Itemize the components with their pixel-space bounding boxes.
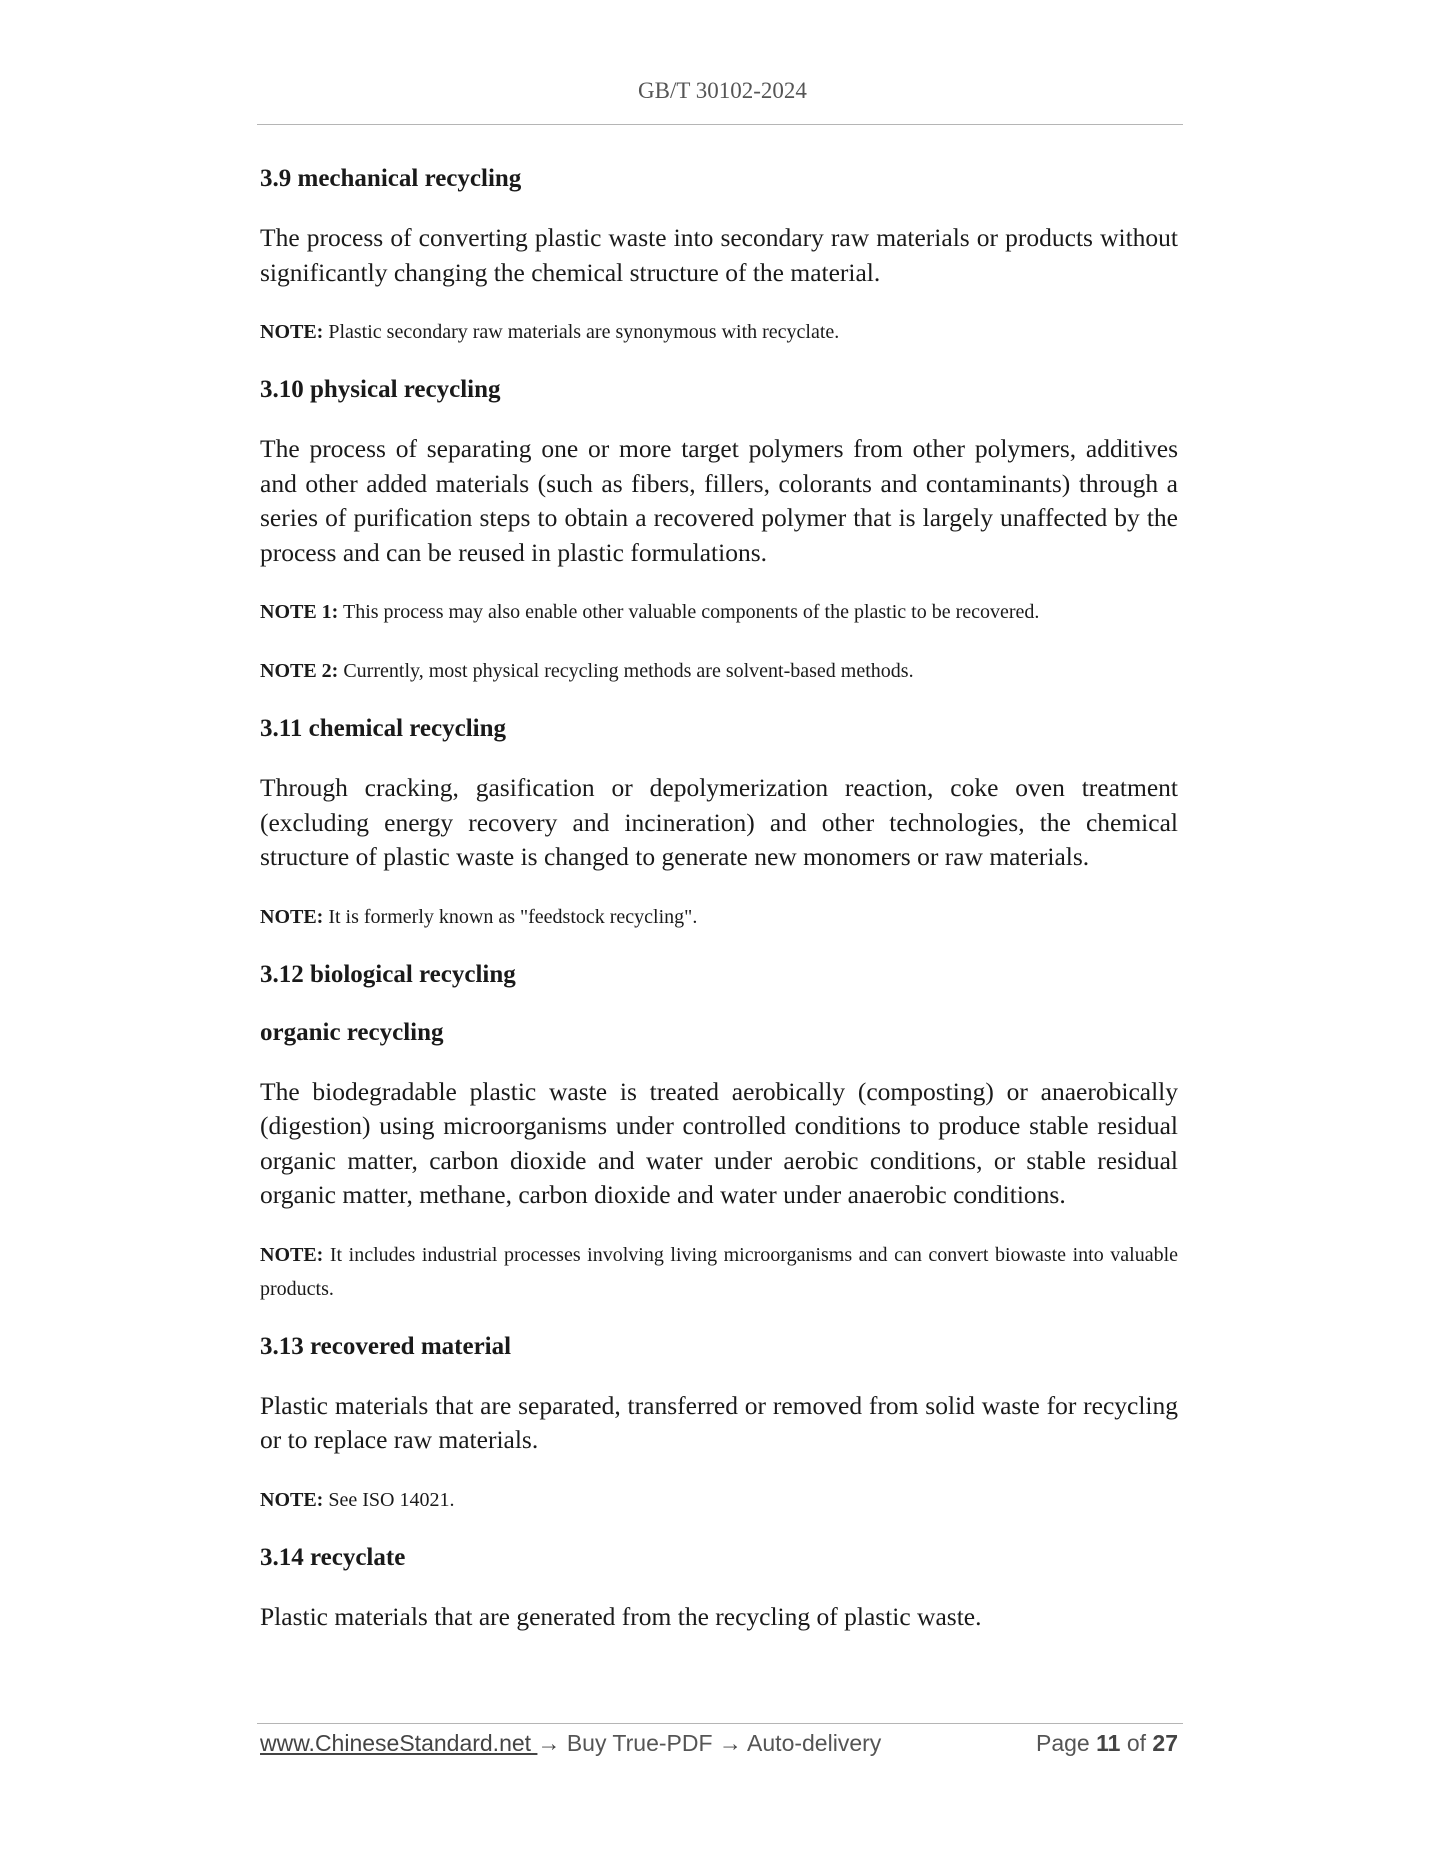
- note-text: Plastic secondary raw materials are synonymous with recyclate.: [323, 321, 840, 343]
- term-heading: 3.11 chemical recycling: [260, 715, 507, 742]
- section-3-14: [260, 1542, 1178, 1635]
- document-body: [260, 163, 1178, 1659]
- term-definition: The process of separating one or more target polymers from other polymers, additives and other added materials (such as fibers, fillers, colorants and contaminants) through a series of purification steps to obtain a recovered polymer that is largely unaffected by the process and can be reused in plastic formulations.: [260, 434, 1178, 567]
- note-label: NOTE 1:: [260, 601, 339, 623]
- note-text: It includes industrial processes involving living microorganisms and can convert biowaste into valuable products.: [260, 1243, 1178, 1300]
- page-label: Page: [1036, 1730, 1097, 1756]
- auto-delivery-text: Auto-delivery: [741, 1730, 882, 1756]
- term-definition: Plastic materials that are generated from the recycling of plastic waste.: [260, 1601, 982, 1631]
- term-note: [260, 900, 1178, 934]
- note-label: NOTE:: [260, 1243, 324, 1266]
- website-link[interactable]: www.ChineseStandard.net: [260, 1730, 538, 1756]
- section-3-12: [260, 959, 1178, 1306]
- term-note: [260, 315, 1178, 349]
- page-of-label: of: [1120, 1730, 1153, 1756]
- term-heading: 3.14 recyclate: [260, 1543, 406, 1571]
- page-total: 27: [1152, 1730, 1178, 1756]
- section-3-13: [260, 1331, 1178, 1517]
- buy-pdf-text: Buy True-PDF: [560, 1730, 719, 1756]
- page-indicator: [1036, 1730, 1178, 1757]
- note-label: NOTE:: [260, 321, 324, 343]
- note-label: NOTE:: [260, 905, 324, 928]
- page-footer: [260, 1730, 1178, 1766]
- term-note: [260, 654, 1178, 688]
- note-label: NOTE:: [260, 1488, 324, 1511]
- note-text: This process may also enable other valuable components of the plastic to be recovered.: [338, 601, 1040, 623]
- footer-divider: [257, 1723, 1183, 1724]
- document-number-header: GB/T 30102-2024: [638, 78, 807, 103]
- term-heading: 3.9 mechanical recycling: [260, 165, 522, 192]
- arrow-right-icon: →: [718, 1730, 742, 1756]
- section-3-11: [260, 713, 1178, 934]
- footer-links: [260, 1730, 881, 1757]
- note-text: Currently, most physical recycling methods are solvent-based methods.: [338, 660, 914, 682]
- term-heading: 3.12 biological recycling: [260, 960, 516, 988]
- term-heading: 3.13 recovered material: [260, 1332, 512, 1360]
- note-label: NOTE 2:: [260, 660, 339, 682]
- term-definition: Through cracking, gasification or depolymerization reaction, coke oven treatment (excluding energy recovery and incineration) and other technologies, the chemical structure of plastic waste is changed to generate new monomers or raw materials.: [260, 773, 1178, 871]
- term-note: [260, 1238, 1178, 1306]
- note-text: See ISO 14021.: [323, 1488, 455, 1511]
- note-text: It is formerly known as "feedstock recycling".: [323, 905, 698, 928]
- page-current: 11: [1096, 1730, 1121, 1756]
- arrow-right-icon: →: [537, 1730, 561, 1756]
- section-3-9: [260, 163, 1178, 349]
- term-note: [260, 595, 1178, 629]
- section-3-10: [260, 374, 1178, 688]
- term-definition: Plastic materials that are separated, transferred or removed from solid waste for recycling or to replace raw materials.: [260, 1390, 1178, 1454]
- header-divider: [257, 124, 1183, 125]
- term-definition: The process of converting plastic waste into secondary raw materials or products without significantly changing the chemical structure of the material.: [260, 223, 1178, 287]
- term-synonym: organic recycling: [260, 1018, 444, 1046]
- term-heading: 3.10 physical recycling: [260, 376, 501, 403]
- term-note: [260, 1483, 1178, 1517]
- term-definition: The biodegradable plastic waste is treated aerobically (composting) or anaerobically (digestion) using microorganisms under controlled conditions to produce stable residual organic matter, carbon dioxide and water under aerobic conditions, or stable residual organic matter, methane, carbon dioxide and water under anaerobic conditions.: [260, 1076, 1178, 1209]
